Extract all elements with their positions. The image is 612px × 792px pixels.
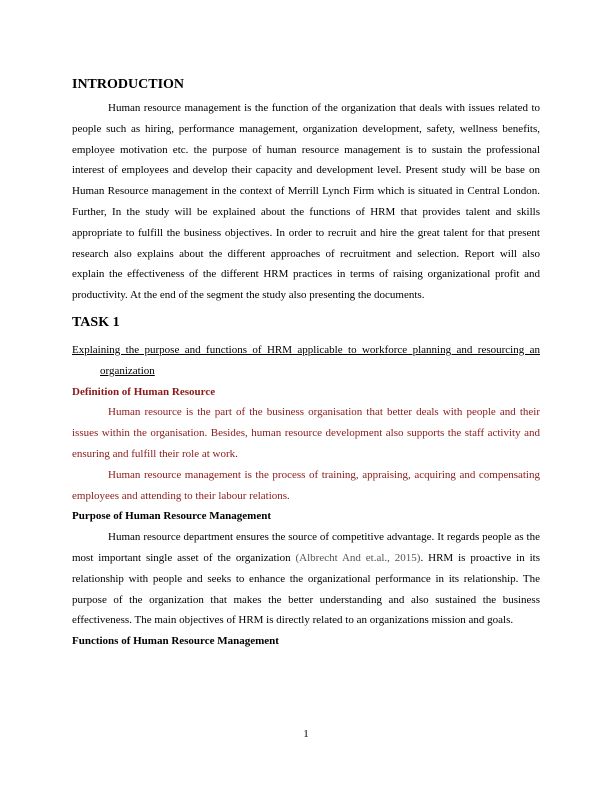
introduction-paragraph: Human resource management is the function of the organization that deals with issues related to people such as hiring, performance management, organization development, safety, wellness benefits, employee motivation etc. the purpose of human resource management is to sustain the professional interest of employees and develop their capacity and development level. Present study will be base on Human Resource management in the context of Merrill Lynch Firm which is situated in Central London. Further, In the study will be explained about the functions of HRM that provides talent and skills appropriate to fulfill the business objectives. In order to recruit and hire the great talent for that present research also explains about the different approaches of recruitment and selection. Report will also explain the effectiveness of the different HRM practices in terms of raising organizational profit and productivity. At the end of the segment the study also presenting the documents.	[72, 102, 540, 302]
introduction-heading: INTRODUCTION	[72, 77, 185, 92]
definition-heading: Definition of Human Resource	[72, 385, 216, 398]
task-1-subtitle: Explaining the purpose and functions of HRM applicable to workforce planning and resourcing an organization	[72, 343, 540, 377]
functions-heading: Functions of Human Resource Management	[72, 635, 279, 648]
purpose-paragraph	[72, 527, 540, 631]
definition-paragraph-2: Human resource management is the process of training, appraising, acquiring and compensating employees and attending to their labour relations.	[72, 468, 540, 502]
definition-paragraph-1: Human resource is the part of the business organisation that better deals with people and their issues within the organisation. Besides, human resource development also supports the staff activity and ensuring and fulfill their role at work.	[72, 406, 540, 460]
page-number: 1	[303, 728, 309, 740]
document-page	[72, 76, 540, 652]
purpose-text-start: Human resource department ensures the source of competitive advantage. It regards people as the most important single asset of the organization	[72, 531, 540, 564]
purpose-heading: Purpose of Human Resource Management	[72, 510, 271, 523]
task-1-heading: TASK 1	[72, 314, 120, 330]
purpose-citation: (Albrecht And et.al., 2015)	[295, 551, 421, 564]
purpose-text-end: . HRM is proactive in its relationship with people and seeks to enhance the organizational performance in its relationship. The purpose of the organization that makes the better understanding and also sustained the business effectiveness. The main objectives of HRM is directly related to an organizations mission and goals.	[72, 551, 540, 627]
